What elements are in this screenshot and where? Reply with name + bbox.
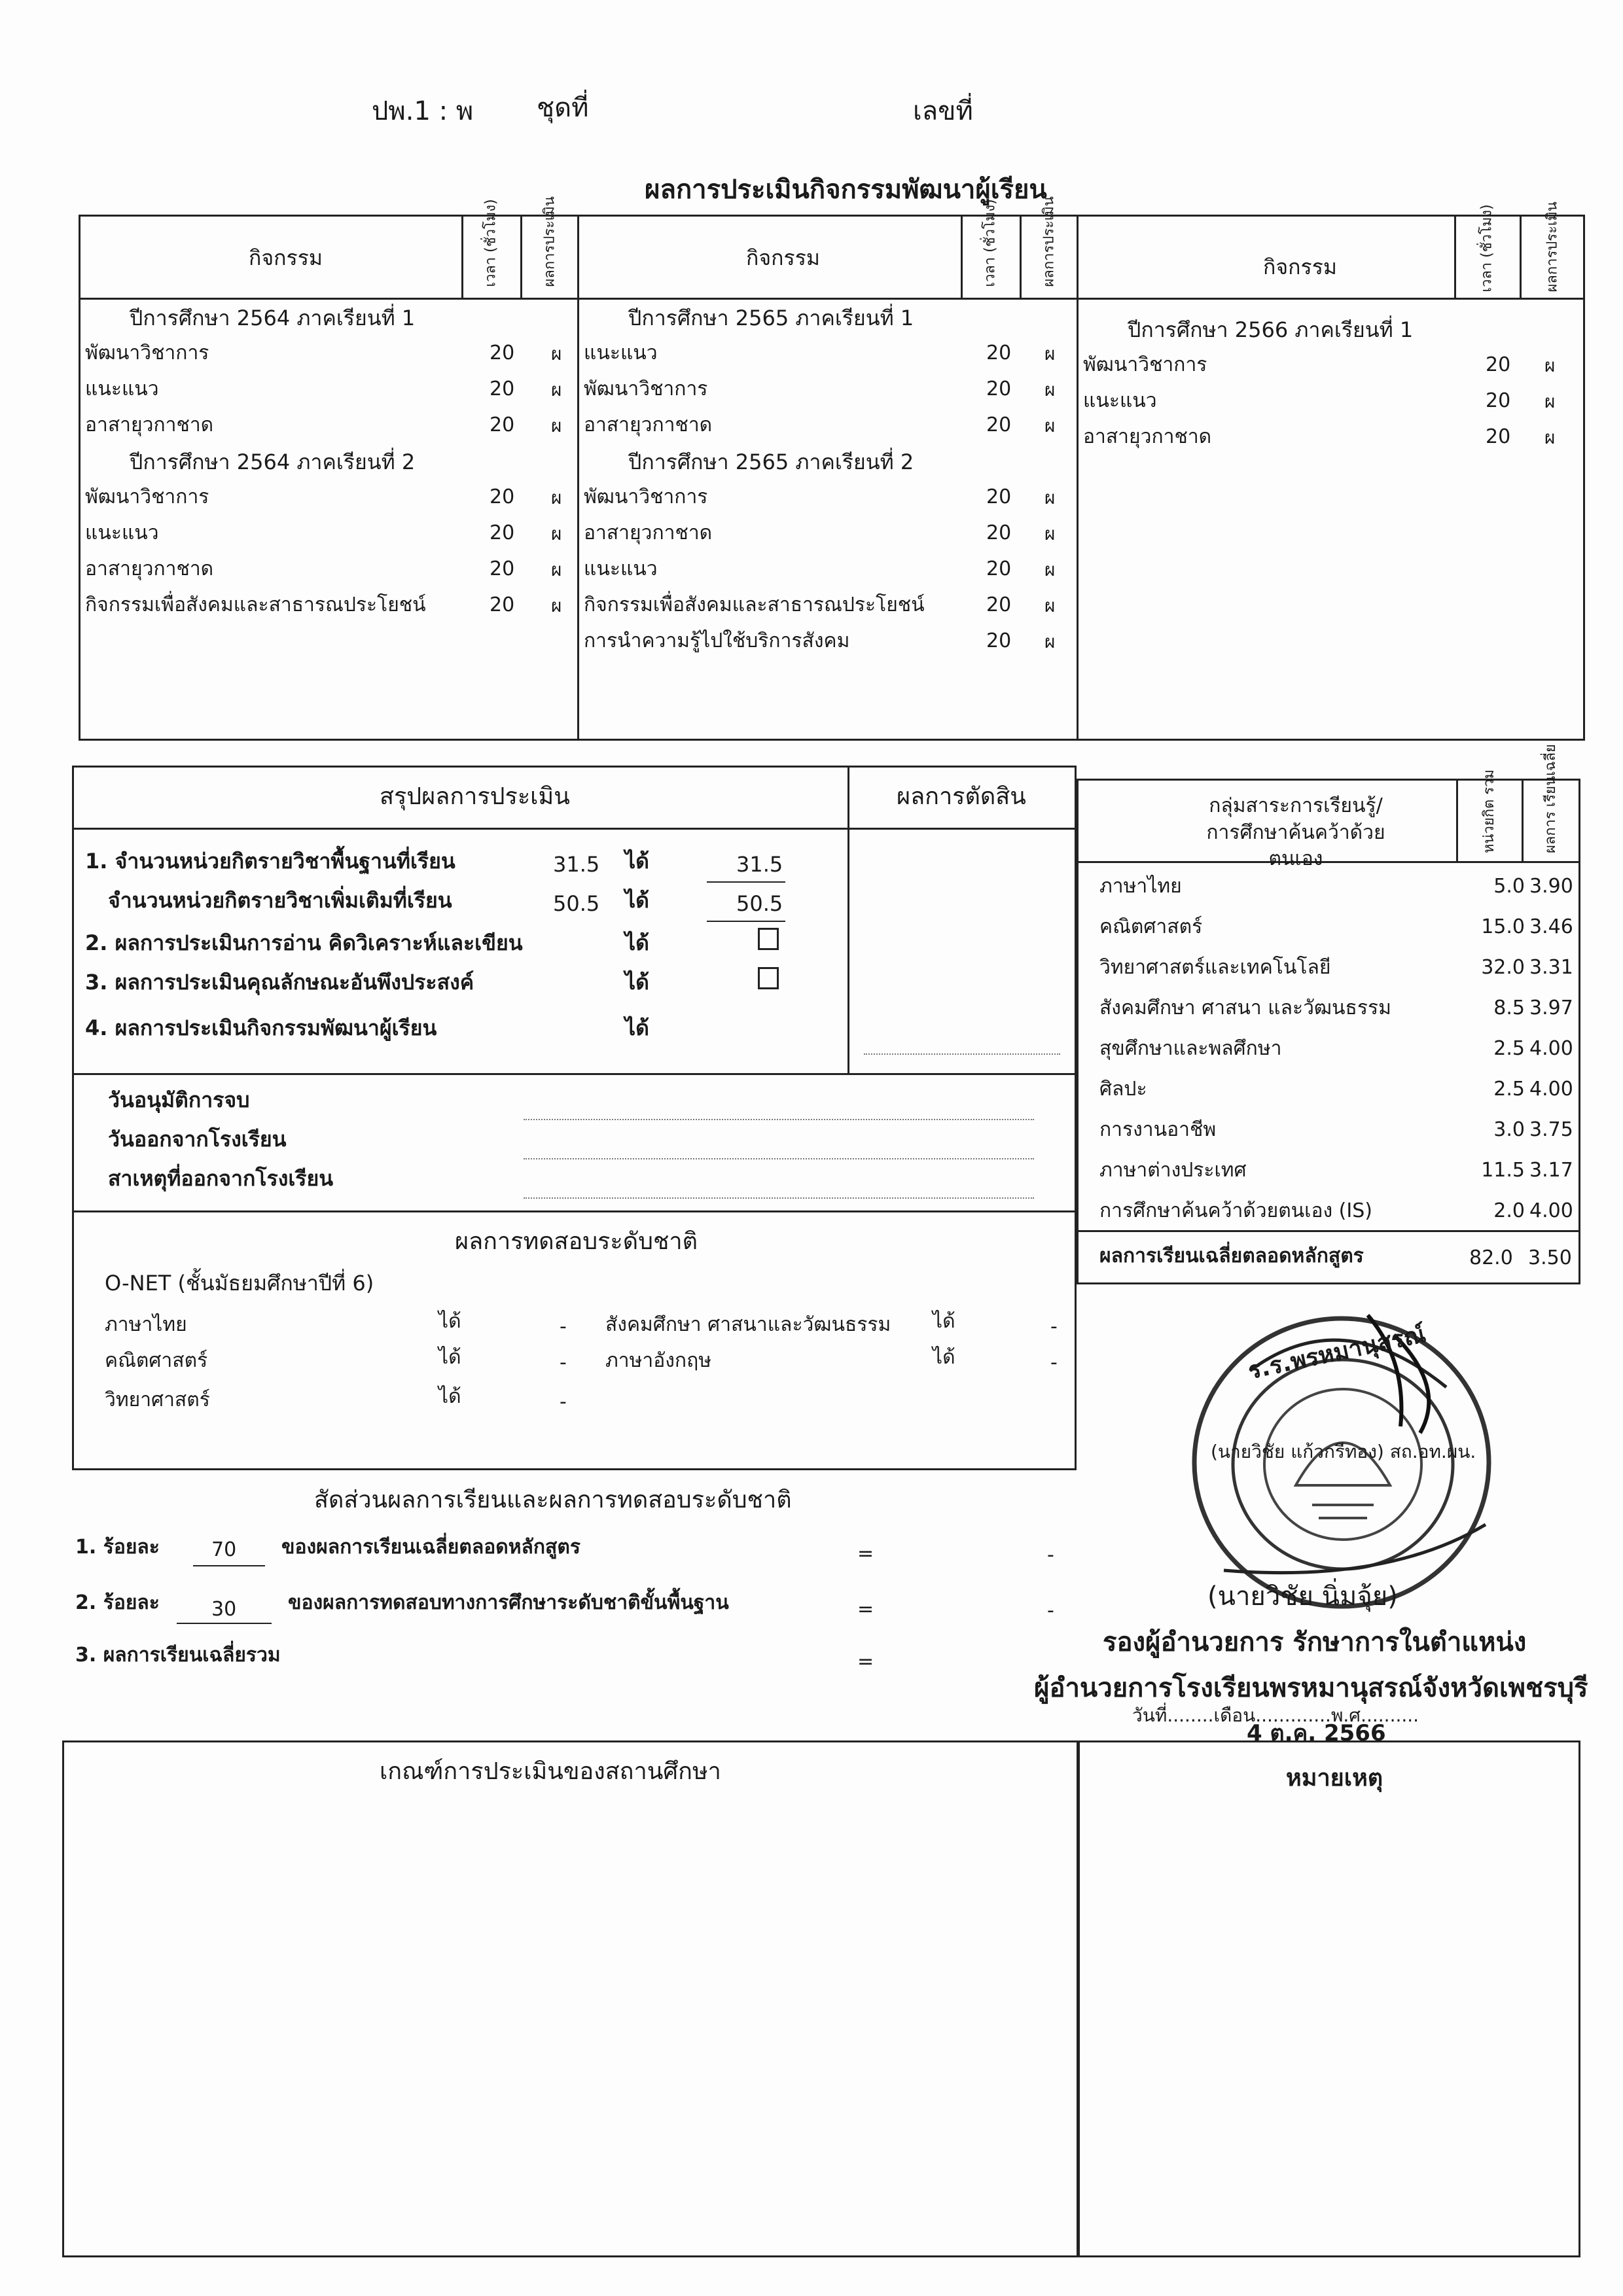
activity-table (79, 196, 1585, 741)
activity-title: ผลการประเมินกิจกรรมพัฒนาผู้เรียน (645, 175, 1047, 205)
equals-sign: = (857, 1542, 874, 1565)
activity-hours: 20 (986, 378, 1012, 400)
equals-sign: = (857, 1650, 874, 1673)
activity-name: กิจกรรมเพื่อสังคมและสาธารณประโยชน์ (584, 593, 925, 616)
set-label: ชุดที่ (537, 93, 589, 123)
activity-hours: 20 (1486, 389, 1511, 412)
summary-item-required: 31.5 (553, 852, 600, 877)
onet-divider (72, 1210, 1077, 1212)
grade-subject: คณิตศาสตร์ (1099, 915, 1203, 938)
col-hours-header: เวลา (ชั่วโมง) (482, 199, 499, 287)
ratio-row3-text: 3. ผลการเรียนเฉลี่ยรวม (75, 1644, 281, 1667)
onet-subject: วิทยาศาสตร์ (105, 1388, 210, 1411)
grade-subject: สังคมศึกษา ศาสนา และวัฒนธรรม (1099, 997, 1391, 1019)
summary-item-value: 50.5 (736, 891, 783, 916)
term-heading: ปีการศึกษา 2565 ภาคเรียนที่ 1 (628, 306, 914, 330)
activity-name: แนะแนว (85, 378, 159, 400)
activity-hours: 20 (490, 521, 515, 544)
leave-date-label: วันออกจากโรงเรียน (108, 1127, 287, 1152)
summary-item-label: 3. ผลการประเมินคุณลักษณะอันพึงประสงค์ (85, 970, 474, 995)
summary-item-label: 1. จำนวนหน่วยกิตรายวิชาพื้นฐานที่เรียน (85, 849, 455, 874)
activity-result: ผ (551, 343, 562, 364)
col-divider (520, 215, 522, 298)
grades-total-credits: 82.0 (1469, 1246, 1513, 1269)
summary-title: สรุปผลการประเมิน (380, 783, 570, 810)
term-heading: ปีการศึกษา 2564 ภาคเรียนที่ 1 (130, 306, 416, 330)
remarks-box (1077, 1740, 1580, 2257)
activity-hours: 20 (986, 342, 1012, 364)
decision-divider (847, 766, 849, 1073)
grade-subject: วิทยาศาสตร์และเทคโนโลยี (1099, 956, 1331, 979)
ratio-row1-prefix: 1. ร้อยละ (75, 1536, 160, 1559)
dotted-line (524, 1197, 1034, 1199)
onet-got-label: ได้ (438, 1310, 461, 1333)
grades-credits-header: หน่วยกิต รวม (1480, 769, 1497, 854)
activity-name: อาสายุวกาชาด (85, 414, 214, 436)
grade-credits: 2.5 (1493, 1037, 1525, 1060)
dotted-line (524, 1158, 1034, 1159)
col-divider (577, 215, 579, 741)
activity-hours: 20 (986, 414, 1012, 436)
ratio-row2-text: ของผลการทดสอบทางการศึกษาระดับชาติขั้นพื้นฐาน (288, 1591, 729, 1614)
signatory-school: ผู้อำนวยการโรงเรียนพรหมานุสรณ์จังหวัดเพชรบุรี (1034, 1673, 1588, 1703)
activity-name: อาสายุวกาชาด (85, 557, 214, 580)
col-hours-header: เวลา (ชั่วโมง) (982, 199, 999, 287)
checkbox[interactable] (758, 928, 779, 950)
summary-divider (72, 1073, 1077, 1075)
col-divider (1522, 779, 1524, 861)
activity-result: ผ (1044, 379, 1056, 400)
grade-credits: 11.5 (1481, 1159, 1525, 1182)
grade-gpa: 3.90 (1529, 875, 1573, 898)
activity-name: พัฒนาวิชาการ (584, 378, 708, 400)
criteria-title: เกณฑ์การประเมินของสถานศึกษา (380, 1758, 721, 1785)
activity-result: ผ (551, 415, 562, 436)
activity-hours: 20 (1486, 353, 1511, 376)
activity-hours: 20 (490, 342, 515, 364)
activity-result: ผ (1044, 523, 1056, 544)
underline (193, 1565, 265, 1566)
activity-name: พัฒนาวิชาการ (85, 486, 209, 508)
grades-total-label: ผลการเรียนเฉลี่ยตลอดหลักสูตร (1099, 1245, 1364, 1267)
activity-result: ผ (1544, 427, 1556, 448)
term-heading: ปีการศึกษา 2565 ภาคเรียนที่ 2 (628, 450, 914, 474)
activity-result: ผ (551, 595, 562, 616)
underline (707, 921, 785, 922)
col-divider (1520, 215, 1522, 298)
activity-name: อาสายุวกาชาด (584, 521, 713, 544)
grade-subject: การงานอาชีพ (1099, 1118, 1217, 1141)
activity-name: การนำความรู้ไปใช้บริการสังคม (584, 629, 850, 652)
activity-result: ผ (551, 379, 562, 400)
activity-hours: 20 (490, 593, 515, 616)
grade-gpa: 3.97 (1529, 997, 1573, 1019)
underline (707, 881, 785, 883)
decision-title: ผลการตัดสิน (897, 783, 1026, 810)
activity-hours: 20 (490, 414, 515, 436)
summary-item-got-label: ได้ (625, 970, 649, 995)
summary-item-label: 2. ผลการประเมินการอ่าน คิดวิเคราะห์และเขียน (85, 930, 523, 955)
col-divider (461, 215, 463, 298)
activity-result: ผ (1044, 487, 1056, 508)
activity-result: ผ (551, 523, 562, 544)
grade-credits: 5.0 (1493, 875, 1525, 898)
onet-got-label: ได้ (933, 1346, 955, 1369)
dotted-line (864, 1053, 1060, 1055)
onet-got-label: ได้ (933, 1310, 955, 1333)
grade-credits: 3.0 (1493, 1118, 1525, 1141)
col-activity-header: กิจกรรม (1263, 255, 1337, 279)
onet-subject: ภาษาอังกฤษ (605, 1349, 712, 1372)
checkbox[interactable] (758, 967, 779, 989)
onet-got-label: ได้ (438, 1346, 461, 1369)
activity-hours: 20 (986, 486, 1012, 508)
activity-header-divider (79, 298, 1585, 300)
activity-name: แนะแนว (584, 342, 658, 364)
onet-score: - (1050, 1315, 1058, 1338)
summary-item-got-label: ได้ (625, 849, 649, 874)
col-divider (961, 215, 963, 298)
ratio-row1-value: 70 (211, 1538, 237, 1561)
underline (177, 1623, 272, 1624)
signatory-name: (นายวิชัย นิ่มจุ้ย) (1207, 1581, 1398, 1612)
onet-score: - (560, 1351, 567, 1374)
activity-result: ผ (1044, 595, 1056, 616)
onet-subject: สังคมศึกษา ศาสนาและวัฒนธรรม (605, 1313, 891, 1336)
signatory-position: รองผู้อำนวยการ รักษาการในตำแหน่ง (1103, 1627, 1527, 1657)
onet-got-label: ได้ (438, 1385, 461, 1408)
approval-date-label: วันอนุมัติการจบ (108, 1087, 250, 1112)
activity-name: กิจกรรมเพื่อสังคมและสาธารณประโยชน์ (85, 593, 426, 616)
col-divider (1456, 779, 1458, 861)
col-result-header: ผลการประเมิน (541, 196, 558, 287)
summary-item-got-label: ได้ (625, 930, 649, 955)
seal-text-mid: (นายวิชัย แก้วกรีทอง) สถ.อท.ผน. (1211, 1441, 1476, 1462)
activity-result: ผ (1044, 343, 1056, 364)
grade-subject: ภาษาไทย (1099, 875, 1182, 898)
activity-name: อาสายุวกาชาด (1083, 425, 1212, 448)
grades-total-divider (1077, 1230, 1580, 1232)
activity-name: พัฒนาวิชาการ (85, 342, 209, 364)
summary-header-divider (72, 828, 1077, 830)
grades-gpa-header: ผลการ เรียนเฉลี่ย (1542, 744, 1559, 854)
leave-reason-label: สาเหตุที่ออกจากโรงเรียน (108, 1166, 334, 1191)
form-label: ปพ.1 : พ (372, 96, 474, 126)
ratio-row2-result: - (1047, 1599, 1054, 1622)
term-heading: ปีการศึกษา 2566 ภาคเรียนที่ 1 (1128, 317, 1414, 342)
activity-name: พัฒนาวิชาการ (584, 486, 708, 508)
grade-credits: 8.5 (1493, 997, 1525, 1019)
grade-gpa: 3.31 (1529, 956, 1573, 979)
summary-item-got-label: ได้ (625, 1016, 649, 1040)
activity-hours: 20 (490, 557, 515, 580)
grades-total-gpa: 3.50 (1528, 1246, 1572, 1269)
grade-gpa: 4.00 (1529, 1199, 1573, 1222)
activity-hours: 20 (986, 593, 1012, 616)
grade-gpa: 3.46 (1529, 915, 1573, 938)
activity-result: ผ (1544, 355, 1556, 376)
activity-name: แนะแนว (584, 557, 658, 580)
onet-subtitle: O-NET (ชั้นมัธยมศึกษาปีที่ 6) (105, 1271, 374, 1296)
summary-item-required: 50.5 (553, 891, 600, 916)
number-label: เลขที่ (913, 96, 973, 126)
ratio-row2-value: 30 (211, 1598, 237, 1621)
remarks-title: หมายเหตุ (1286, 1765, 1383, 1792)
term-heading: ปีการศึกษา 2564 ภาคเรียนที่ 2 (130, 450, 416, 474)
grades-group-header: กลุ่มสาระการเรียนรู้/ การศึกษาค้นคว้าด้วยตนเอง (1206, 794, 1385, 870)
grade-gpa: 3.17 (1529, 1159, 1573, 1182)
col-result-header: ผลการประเมิน (1544, 202, 1561, 292)
date-line: วันที่........เดือน.............พ.ศ.......... (1132, 1704, 1419, 1726)
grade-credits: 2.5 (1493, 1078, 1525, 1101)
grade-subject: สุขศึกษาและพลศึกษา (1099, 1037, 1282, 1060)
ratio-row1-result: - (1047, 1544, 1054, 1566)
grade-credits: 2.0 (1493, 1199, 1525, 1222)
onet-score: - (1050, 1351, 1058, 1374)
grade-gpa: 3.75 (1529, 1118, 1573, 1141)
dotted-line (524, 1119, 1034, 1120)
activity-hours: 20 (1486, 425, 1511, 448)
grade-credits: 32.0 (1481, 956, 1525, 979)
date-stamp: 4 ต.ค. 2566 (1247, 1720, 1386, 1746)
onet-subject: คณิตศาสตร์ (105, 1349, 208, 1372)
ratio-row2-prefix: 2. ร้อยละ (75, 1591, 160, 1614)
ratio-title: สัดส่วนผลการเรียนและผลการทดสอบระดับชาติ (314, 1487, 792, 1513)
grade-subject: การศึกษาค้นคว้าด้วยตนเอง (IS) (1099, 1199, 1372, 1222)
activity-hours: 20 (986, 629, 1012, 652)
activity-name: พัฒนาวิชาการ (1083, 353, 1207, 376)
summary-item-label: จำนวนหน่วยกิตรายวิชาเพิ่มเติมที่เรียน (108, 888, 452, 913)
activity-result: ผ (551, 559, 562, 580)
activity-hours: 20 (490, 486, 515, 508)
col-divider (1454, 215, 1456, 298)
onet-score: - (560, 1315, 567, 1338)
activity-hours: 20 (986, 557, 1012, 580)
col-divider (1020, 215, 1022, 298)
col-hours-header: เวลา (ชั่วโมง) (1478, 204, 1495, 292)
equals-sign: = (857, 1598, 874, 1621)
activity-result: ผ (1044, 631, 1056, 652)
grade-credits: 15.0 (1481, 915, 1525, 938)
grade-subject: ภาษาต่างประเทศ (1099, 1159, 1247, 1182)
col-divider (1077, 215, 1079, 741)
activity-name: แนะแนว (1083, 389, 1157, 412)
onet-subject: ภาษาไทย (105, 1313, 187, 1336)
col-activity-header: กิจกรรม (249, 245, 323, 270)
activity-result: ผ (1044, 559, 1056, 580)
seal-text-top: ร.ร.พรหมานุสรณ์ (1245, 1320, 1429, 1385)
col-activity-header: กิจกรรม (746, 245, 820, 270)
activity-hours: 20 (986, 521, 1012, 544)
col-result-header: ผลการประเมิน (1041, 196, 1058, 287)
activity-result: ผ (551, 487, 562, 508)
summary-item-got-label: ได้ (625, 888, 649, 913)
summary-item-value: 31.5 (736, 852, 783, 877)
grade-gpa: 4.00 (1529, 1037, 1573, 1060)
ratio-row1-text: ของผลการเรียนเฉลี่ยตลอดหลักสูตร (281, 1536, 580, 1559)
activity-result: ผ (1044, 415, 1056, 436)
criteria-box (62, 1740, 1080, 2257)
activity-name: แนะแนว (85, 521, 159, 544)
onet-score: - (560, 1390, 567, 1413)
grade-gpa: 4.00 (1529, 1078, 1573, 1101)
onet-title: ผลการทดสอบระดับชาติ (455, 1228, 698, 1255)
grade-subject: ศิลปะ (1099, 1078, 1147, 1101)
summary-item-label: 4. ผลการประเมินกิจกรรมพัฒนาผู้เรียน (85, 1016, 437, 1040)
activity-result: ผ (1544, 391, 1556, 412)
activity-name: อาสายุวกาชาด (584, 414, 713, 436)
activity-hours: 20 (490, 378, 515, 400)
